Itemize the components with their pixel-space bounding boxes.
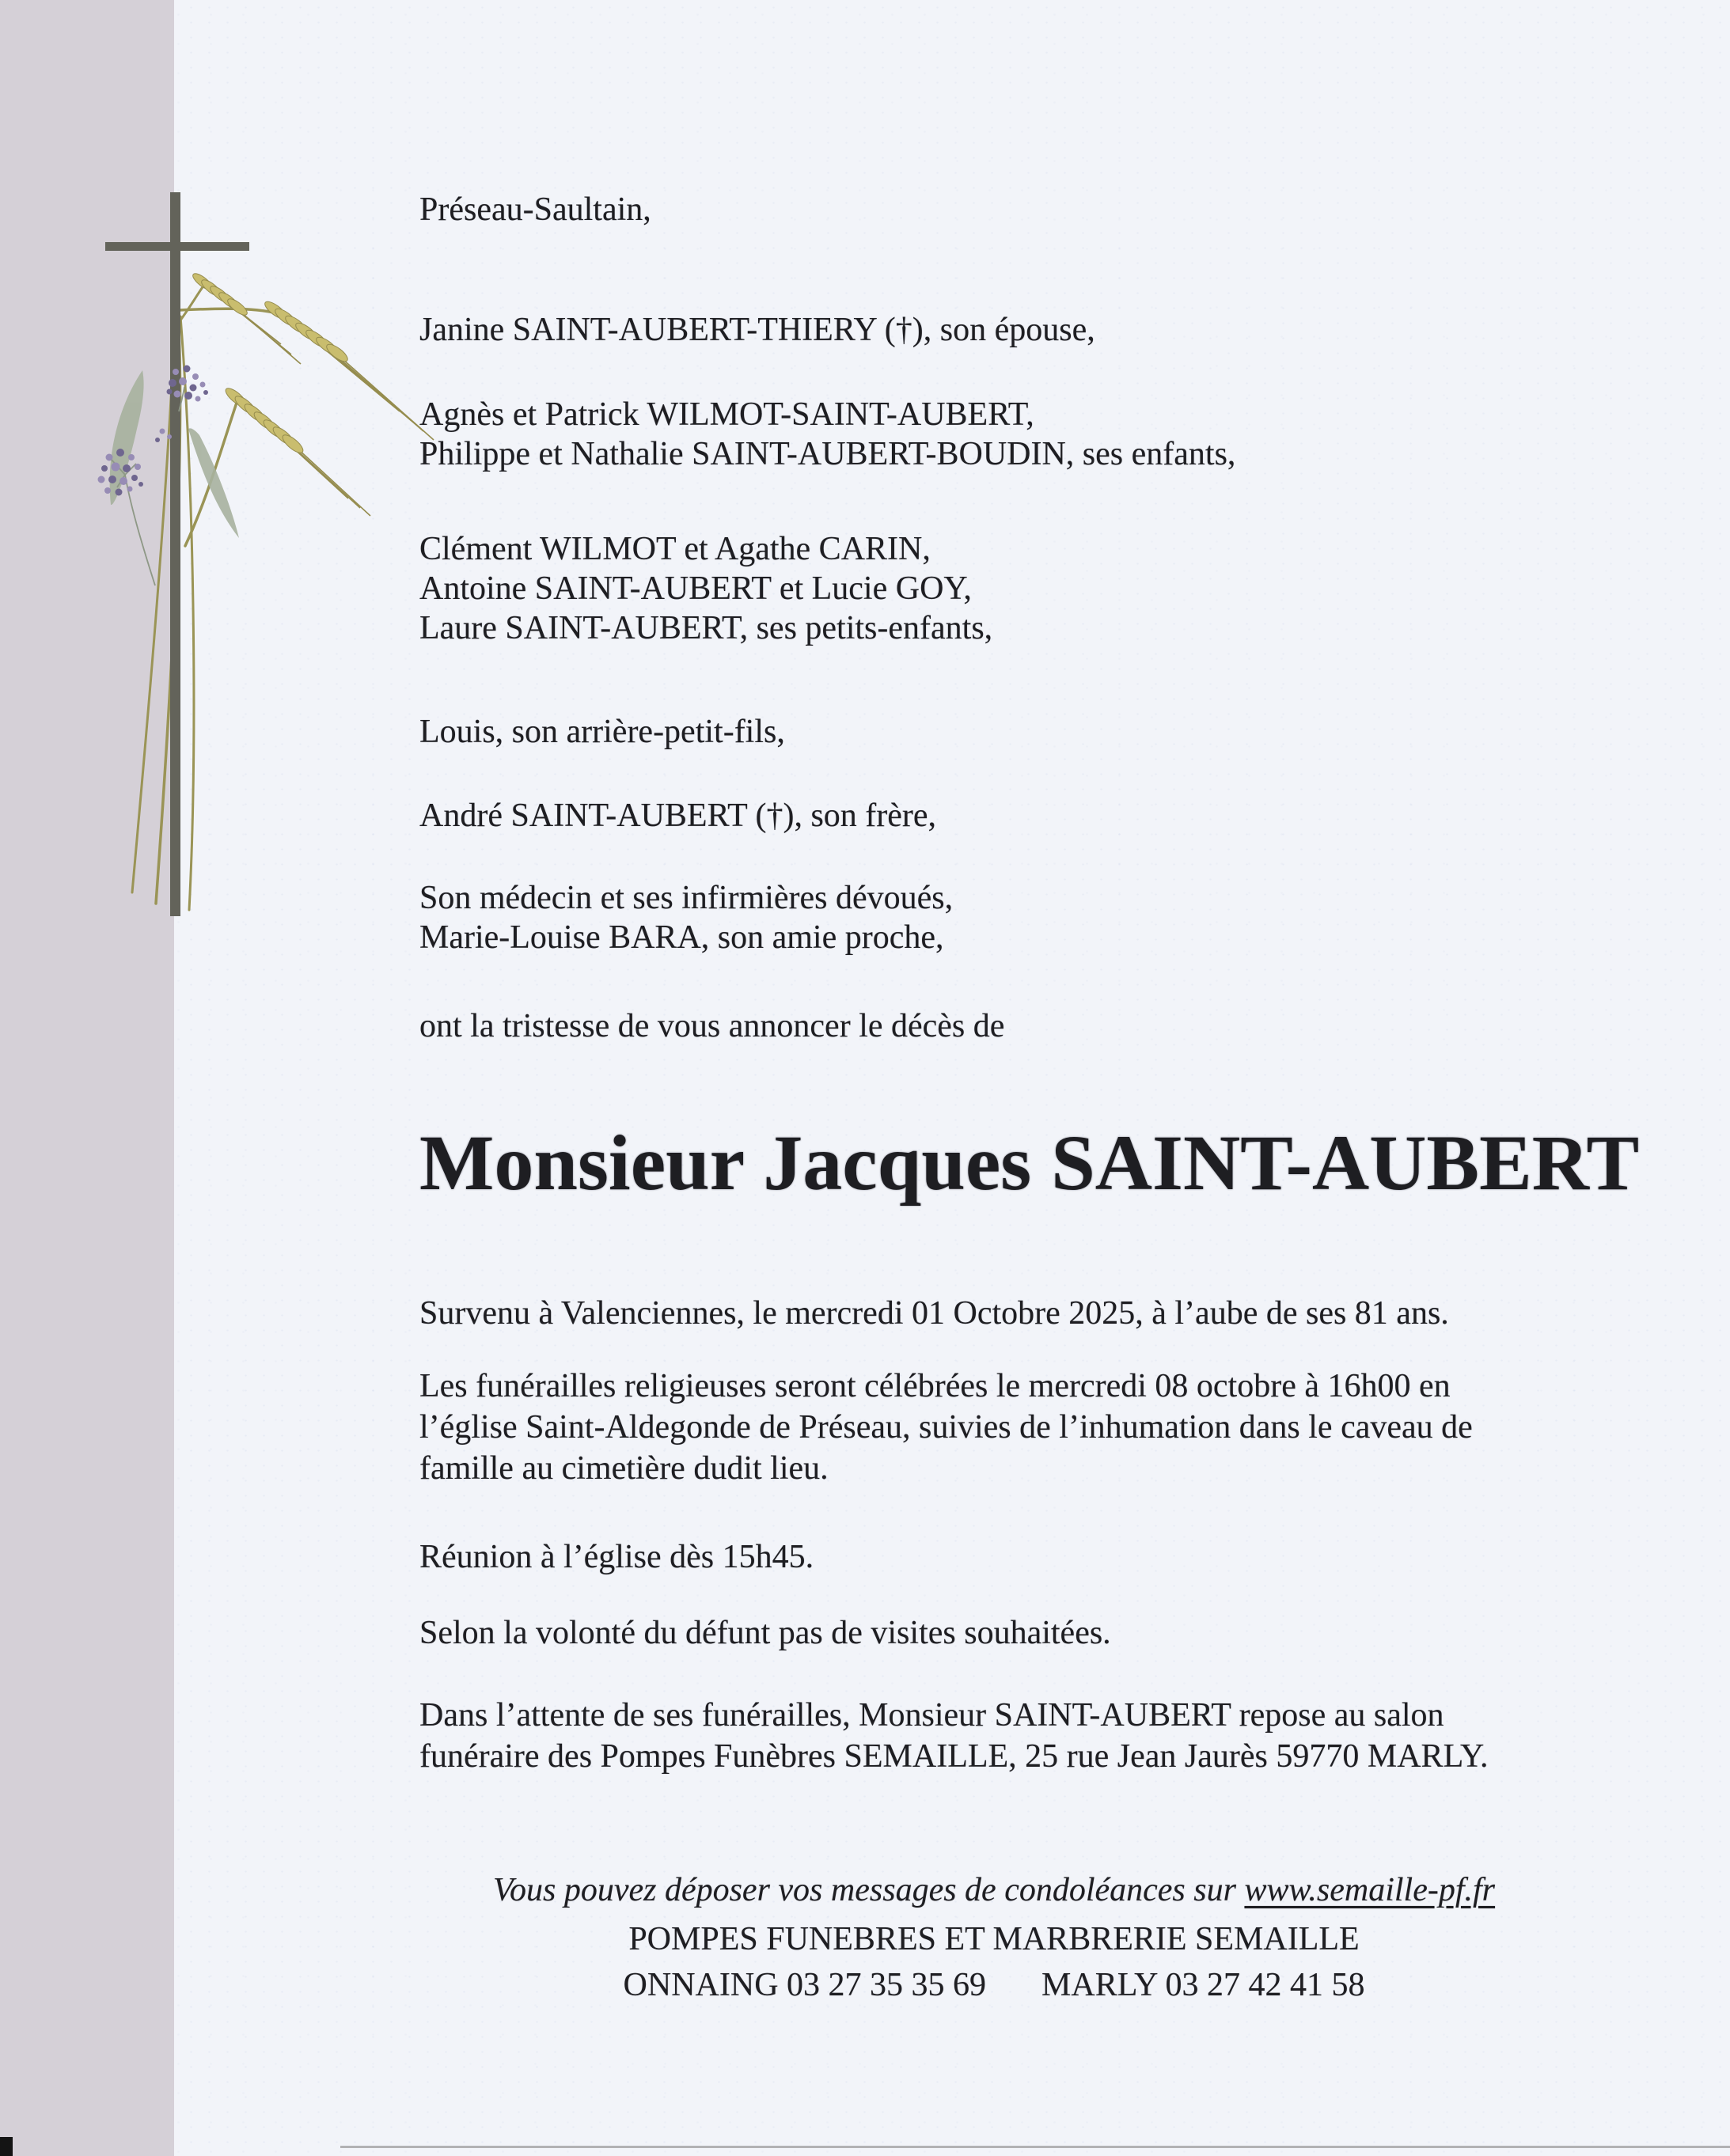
phone-marly: MARLY 03 27 42 41 58 [1041,1967,1365,2003]
family-group-grandchildren [419,529,992,648]
family-group-brother [419,796,936,835]
text-line: Louis, son arrière-petit-fils, [419,714,785,750]
phone-onnaing: ONNAING 03 27 35 35 69 [623,1967,987,2003]
wheat-ear-icon [223,385,370,516]
text-line: Antoine SAINT-AUBERT et Lucie GOY, [419,570,972,607]
company-name-line: POMPES FUNEBRES ET MARBRERIE SEMAILLE [628,1921,1360,1957]
condolence-text: Vous pouvez déposer vos messages de condoléances sur [492,1872,1245,1908]
family-group-children [419,395,1235,474]
no-visits-paragraph [419,1612,1111,1654]
death-details-paragraph [419,1293,1449,1334]
text-line: Philippe et Nathalie SAINT-AUBERT-BOUDIN, ses enfants, [419,436,1236,472]
deceased-name-title: Monsieur Jacques SAINT-AUBERT [419,1119,1640,1207]
family-group-spouse [419,310,1095,350]
text-line: André SAINT-AUBERT (†), son frère, [419,798,937,834]
text-line: Survenu à Valenciennes, le mercredi 01 Octobre 2025, à l’aube de ses 81 ans. [419,1295,1449,1332]
text-line: Clément WILMOT et Agathe CARIN, [419,531,931,567]
wheat-ear-icon [263,299,434,440]
text-line: l’église Saint-Aldegonde de Préseau, suivies de l’inhumation dans le caveau de [419,1409,1473,1446]
repose-paragraph [419,1695,1488,1777]
gathering-paragraph [419,1536,814,1578]
memorial-decoration [0,182,443,926]
wheat-stem-icon [132,285,277,910]
phone-numbers-line [419,1965,1569,2005]
text-line: famille au cimetière dudit lieu. [419,1450,829,1487]
scan-artifact-corner [0,2137,13,2156]
text-line: Agnès et Patrick WILMOT-SAINT-AUBERT, [419,396,1034,433]
text-line: Janine SAINT-AUBERT-THIERY (†), son épouse, [419,312,1095,348]
family-group-caregivers [419,878,953,957]
announcement-line: ont la tristesse de vous annoncer le décès de [419,1008,1005,1044]
text-line: funéraire des Pompes Funèbres SEMAILLE, 25 rue Jean Jaurès 59770 MARLY. [419,1738,1489,1775]
condolence-line [419,1870,1569,1910]
text-line: Dans l’attente de ses funérailles, Monsieur SAINT-AUBERT repose au salon [419,1697,1444,1734]
text-line: Les funérailles religieuses seront célébrées le mercredi 08 octobre à 16h00 en [419,1368,1451,1404]
text-line: Selon la volonté du défunt pas de visites souhaitées. [419,1615,1111,1651]
condolence-url-link[interactable]: www.semaille-pf.fr [1244,1872,1496,1908]
text-line: Laure SAINT-AUBERT, ses petits-enfants, [419,610,993,646]
location-line: Préseau-Saultain, [419,191,651,228]
text-line: Réunion à l’église dès 15h45. [419,1539,814,1575]
text-line: Son médecin et ses infirmières dévoués, [419,880,954,916]
scan-artifact-line [340,2146,1730,2148]
funeral-details-paragraph [419,1366,1473,1489]
text-line: Marie-Louise BARA, son amie proche, [419,919,944,956]
family-group-great-grandson [419,712,785,752]
